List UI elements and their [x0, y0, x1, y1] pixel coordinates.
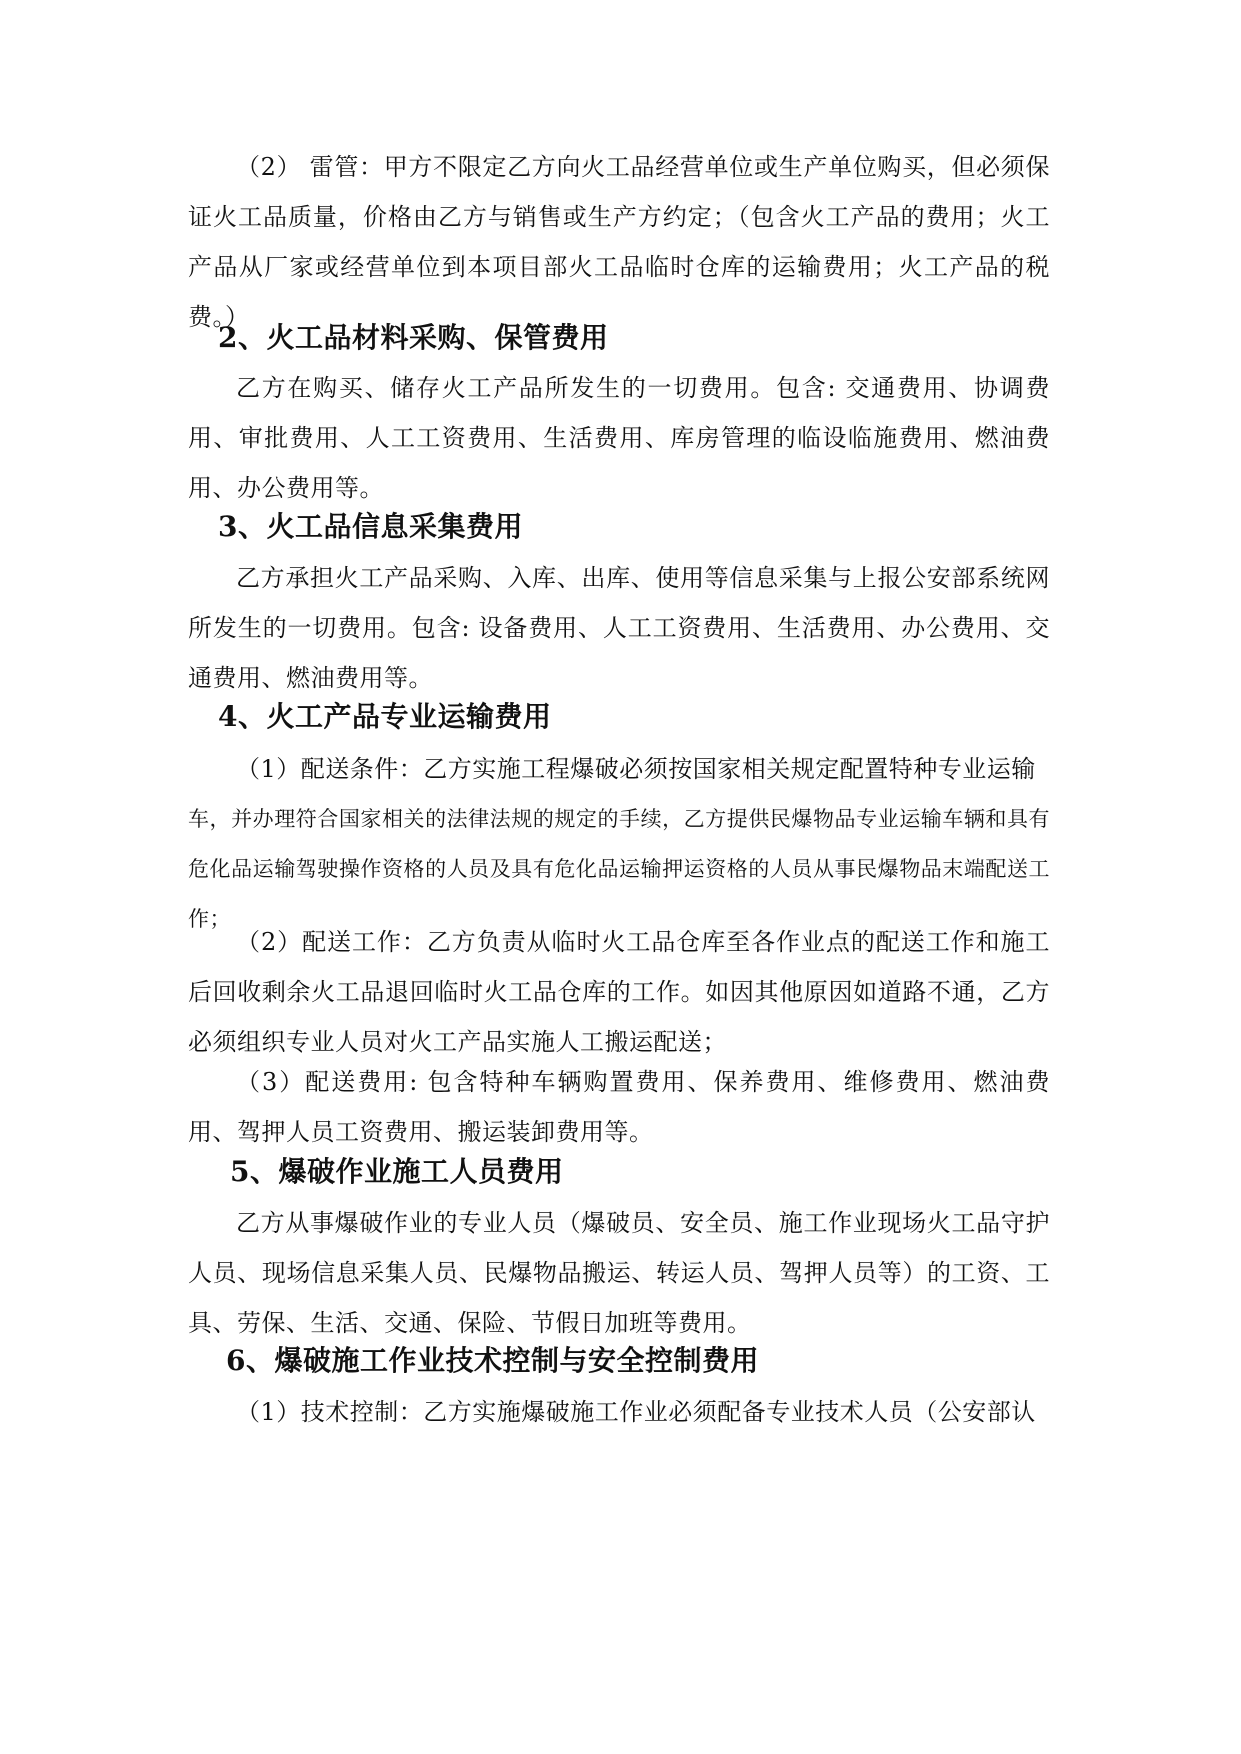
heading-transport-costs: 4、火工产品专业运输费用	[218, 700, 552, 733]
heading-technical-safety-control-costs: 6、爆破施工作业技术控制与安全控制费用	[226, 1344, 759, 1377]
paragraph-technical-control: （1）技术控制：乙方实施爆破施工作业必须配备专业技术人员（公安部认	[236, 1398, 1036, 1426]
paragraph-delivery-work: （2）配送工作：乙方负责从临时火工品仓库至各作业点的配送工作和施工后回收剩余火工品退回临时火工品仓库的工作。如因其他原因如道路不通，乙方必须组织专业人员对火工产品实施人工搬运配送；	[188, 928, 1050, 1056]
paragraph-delivery-costs: （3）配送费用: 包含特种车辆购置费用、保养费用、维修费用、燃油费用、驾押人员工资费用、搬运装卸费用等。	[188, 1068, 1050, 1146]
heading-procurement-storage-costs: 2、火工品材料采购、保管费用	[218, 321, 609, 354]
paragraph-procurement-storage: 乙方在购买、储存火工产品所发生的一切费用。包含: 交通费用、协调费用、审批费用、人工工资费用、生活费用、库房管理的临设临施费用、燃油费用、办公费用等。	[188, 374, 1050, 502]
paragraph-delivery-conditions-line1: （1）配送条件：乙方实施工程爆破必须按国家相关规定配置特种专业运输	[236, 755, 1036, 783]
paragraph-delivery-conditions: 车，并办理符合国家相关的法律法规的规定的手续，乙方提供民爆物品专业运输车辆和具有危化品运输驾驶操作资格的人员及具有危化品运输押运资格的人员从事民爆物品末端配送工作；	[188, 807, 1050, 931]
heading-info-collection-costs: 3、火工品信息采集费用	[218, 510, 523, 543]
paragraph-detonator: （2） 雷管：甲方不限定乙方向火工品经营单位或生产单位购买，但必须保证火工品质量，价格由乙方与销售或生产方约定；（包含火工产品的费用；火工产品从厂家或经营单位到本项目部火工品临时仓库的运输费用；火工产品的税费。）	[188, 153, 1050, 331]
heading-personnel-costs: 5、爆破作业施工人员费用	[230, 1155, 564, 1188]
paragraph-info-collection: 乙方承担火工产品采购、入库、出库、使用等信息采集与上报公安部系统网所发生的一切费用。包含: 设备费用、人工工资费用、生活费用、办公费用、交通费用、燃油费用等。	[188, 564, 1050, 692]
paragraph-personnel: 乙方从事爆破作业的专业人员（爆破员、安全员、施工作业现场火工品守护人员、现场信息采集人员、民爆物品搬运、转运人员、驾押人员等）的工资、工具、劳保、生活、交通、保险、节假日加班等费用。	[188, 1209, 1050, 1337]
